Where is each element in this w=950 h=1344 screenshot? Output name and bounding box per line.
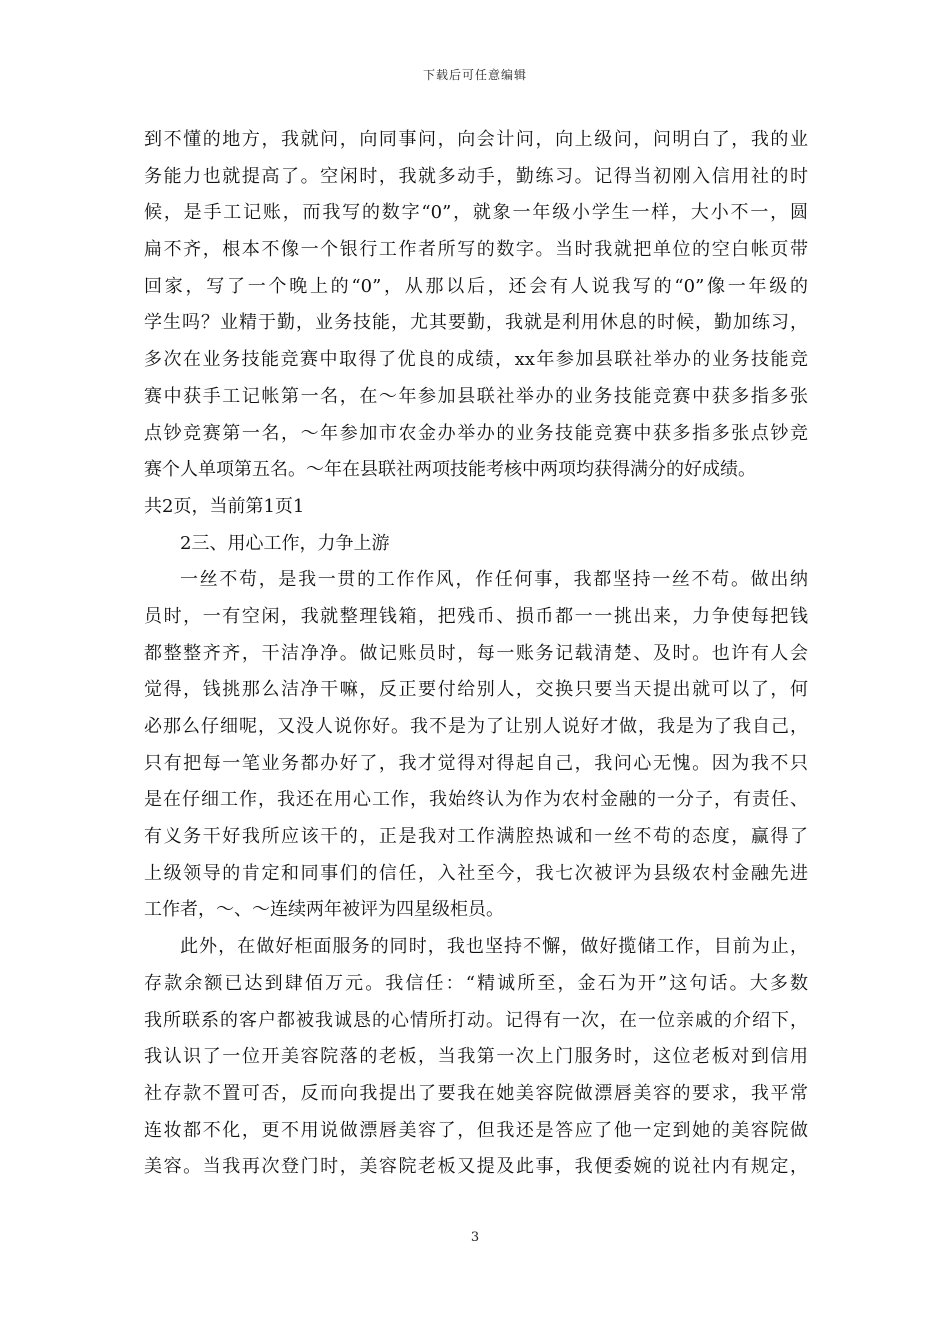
body-line: 务能力也就提高了。空闲时，我就多动手，勤练习。记得当初刚入信用社的时	[144, 165, 808, 187]
body-line: 赛中获手工记帐第一名，在～年参加县联社举办的业务技能竞赛中获多指多张	[144, 385, 808, 407]
body-line: 员时，一有空闲，我就整理钱箱，把残币、损币都一一挑出来，力争使每把钱	[144, 605, 808, 627]
body-line: 多次在业务技能竞赛中取得了优良的成绩，xx年参加县联社举办的业务技能竞	[144, 349, 808, 371]
page-number: 3	[470, 1230, 480, 1245]
body-line: 社存款不置可否，反而向我提出了要我在她美容院做漂唇美容的要求，我平常	[144, 1082, 808, 1104]
body-line: 此外，在做好柜面服务的同时，我也坚持不懈，做好揽储工作，目前为止，	[180, 936, 808, 958]
body-line: 一丝不苟，是我一贯的工作作风，作任何事，我都坚持一丝不苟。做出纳	[180, 569, 808, 591]
body-line: 候，是手工记账，而我写的数字“0”，就象一年级小学生一样，大小不一，圆	[144, 202, 808, 224]
body-line: 只有把每一笔业务都办好了，我才觉得对得起自己，我问心无愧。因为我不只	[144, 752, 808, 774]
body-line: 我所联系的客户都被我诚恳的心情所打动。记得有一次，在一位亲戚的介绍下，	[144, 1009, 808, 1031]
body-line: 存款余额已达到肆佰万元。我信任：“精诚所至，金石为开”这句话。大多数	[144, 972, 808, 994]
body-line: 有义务干好我所应该干的，正是我对工作满腔热诚和一丝不苟的态度，赢得了	[144, 826, 808, 848]
body-line: 是在仔细工作，我还在用心工作，我始终认为作为农村金融的一分子，有责任、	[144, 789, 808, 811]
body-line: 都整整齐齐，干洁净净。做记账员时，每一账务记载清楚、及时。也许有人会	[144, 642, 808, 664]
body-line: 连妆都不化，更不用说做漂唇美容了，但我还是答应了他一定到她的美容院做	[144, 1119, 808, 1141]
body-line: 学生吗？业精于勤，业务技能，尤其要勤，我就是利用休息的时候，勤加练习，	[144, 312, 808, 334]
body-line: 点钞竞赛第一名，～年参加市农金办举办的业务技能竞赛中获多指多张点钞竞	[144, 422, 808, 444]
body-line: 扁不齐，根本不像一个银行工作者所写的数字。当时我就把单位的空白帐页带	[144, 239, 808, 261]
body-line: 上级领导的肯定和同事们的信任，入社至今，我七次被评为县级农村金融先进	[144, 862, 808, 884]
body-line: 必那么仔细呢，又没人说你好。我不是为了让别人说好才做，我是为了我自己，	[144, 716, 808, 737]
body-line: 赛个人单项第五名。～年在县联社两项技能考核中两项均获得满分的好成绩。	[144, 459, 756, 481]
body-line: 觉得，钱挑那么洁净干嘛，反正要付给别人，交换只要当天提出就可以了，何	[144, 679, 808, 701]
document-body	[144, 122, 808, 1186]
body-line: 我认识了一位开美容院落的老板，当我第一次上门服务时，这位老板对到信用	[144, 1046, 808, 1068]
page-header: 下载后可任意编辑	[422, 68, 527, 82]
body-line: 美容。当我再次登门时，美容院老板又提及此事，我便委婉的说社内有规定，	[144, 1156, 808, 1178]
section-heading: 2三、用心工作，力争上游	[180, 532, 390, 554]
body-line: 回家，写了一个晚上的“0”，从那以后，还会有人说我写的“0”像一年级的	[144, 275, 808, 297]
page-count-note: 共2页，当前第1页1	[144, 495, 305, 517]
body-line: 到不懂的地方，我就问，向同事问，向会计问，向上级问，问明白了，我的业	[144, 129, 808, 150]
body-line: 工作者，～、～连续两年被评为四星级柜员。	[144, 899, 504, 921]
